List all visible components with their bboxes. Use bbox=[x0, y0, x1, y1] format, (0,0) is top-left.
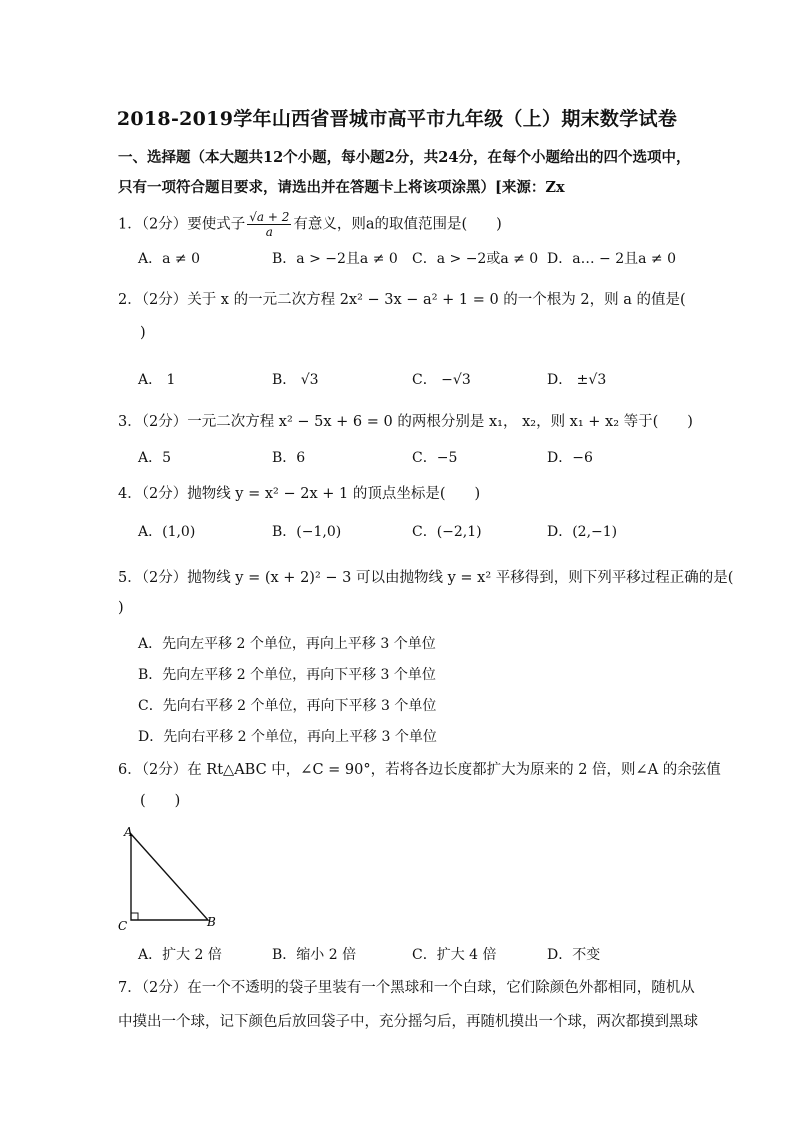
exam-title: 2018-2019学年山西省晋城市高平市九年级（上）期末数学试卷 bbox=[116, 108, 678, 130]
question-6-option-b[interactable]: B．缩小 2 倍 bbox=[272, 947, 357, 963]
question-6-option-a[interactable]: A．扩大 2 倍 bbox=[138, 947, 222, 963]
question-5-option-c[interactable]: C．先向右平移 2 个单位，再向下平移 3 个单位 bbox=[138, 698, 437, 714]
question-2-option-d[interactable]: D． ±√3 bbox=[547, 372, 607, 388]
question-3-option-d[interactable]: D．−6 bbox=[547, 450, 593, 466]
question-2-stem: 2．（2分）关于 x 的一元二次方程 2x² − 3x − a² + 1 = 0 的一个根为 2，则 a 的值是( bbox=[118, 292, 686, 308]
question-5-option-b[interactable]: B．先向左平移 2 个单位，再向下平移 3 个单位 bbox=[138, 667, 436, 683]
right-triangle-figure bbox=[112, 816, 232, 936]
vertex-label-a: A bbox=[124, 825, 133, 839]
question-2-option-c[interactable]: C． −√3 bbox=[412, 372, 471, 388]
question-1-option-d[interactable]: D．a… − 2且a ≠ 0 bbox=[547, 251, 676, 267]
question-5-stem-line-2: ) bbox=[118, 600, 124, 616]
question-1-fraction bbox=[247, 210, 291, 239]
question-1-option-b[interactable]: B．a > −2且a ≠ 0 bbox=[272, 251, 398, 267]
question-4-stem: 4．（2分）抛物线 y = x² − 2x + 1 的顶点坐标是( ) bbox=[118, 486, 481, 502]
question-2-option-a[interactable]: A． 1 bbox=[138, 372, 176, 388]
question-3-stem: 3．（2分）一元二次方程 x² − 5x + 6 = 0 的两根分别是 x₁， x₂，则 x₁ + x₂ 等于( ) bbox=[118, 414, 693, 430]
question-5-stem: 5．（2分）抛物线 y = (x + 2)² − 3 可以由抛物线 y = x² 平移得到，则下列平移过程正确的是( bbox=[118, 570, 734, 586]
question-6-stem: 6．（2分）在 Rt△ABC 中，∠C = 90°，若将各边长度都扩大为原来的 2 倍，则∠A 的余弦值 bbox=[118, 762, 721, 778]
question-6-option-c[interactable]: C．扩大 4 倍 bbox=[412, 947, 497, 963]
question-3-option-c[interactable]: C．−5 bbox=[412, 450, 458, 466]
fraction-numerator: √a + 2 bbox=[249, 210, 290, 224]
question-7-stem-line-2: 中摸出一个球，记下颜色后放回袋子中，充分摇匀后，再随机摸出一个球，两次都摸到黑球 bbox=[118, 1014, 698, 1030]
question-1-stem-suffix: 有意义，则a的取值范围是( ) bbox=[293, 216, 502, 233]
section-heading-line-1: 一、选择题（本大题共12个小题，每小题2分，共24分，在每个小题给出的四个选项中， bbox=[118, 149, 691, 166]
question-3-option-b[interactable]: B．6 bbox=[272, 450, 306, 466]
question-4-option-c[interactable]: C．(−2,1) bbox=[412, 524, 482, 540]
triangle-outline bbox=[131, 834, 208, 920]
question-4-option-d[interactable]: D．(2,−1) bbox=[547, 524, 618, 540]
fraction-denominator: a bbox=[265, 225, 273, 239]
question-7-stem: 7．（2分）在一个不透明的袋子里装有一个黑球和一个白球，它们除颜色外都相同，随机从 bbox=[118, 980, 695, 996]
question-6-stem-line-2: ( ) bbox=[140, 793, 181, 809]
question-2-stem-line-2: ) bbox=[140, 325, 146, 341]
question-1-stem-prefix: 1．（2分）要使式子 bbox=[118, 216, 246, 233]
question-1-option-a[interactable]: A．a ≠ 0 bbox=[138, 251, 200, 267]
question-4-option-a[interactable]: A．(1,0) bbox=[138, 524, 196, 540]
section-heading-line-2: 只有一项符合题目要求，请选出并在答题卡上将该项涂黑）[来源：Zx bbox=[118, 179, 565, 196]
question-6-option-d[interactable]: D．不变 bbox=[547, 947, 601, 963]
question-1-stem bbox=[118, 210, 502, 239]
right-angle-marker bbox=[131, 913, 138, 920]
question-1-option-c[interactable]: C．a > −2或a ≠ 0 bbox=[412, 251, 539, 267]
vertex-label-c: C bbox=[118, 919, 128, 933]
question-4-option-b[interactable]: B．(−1,0) bbox=[272, 524, 342, 540]
question-3-option-a[interactable]: A．5 bbox=[138, 450, 172, 466]
question-5-option-a[interactable]: A．先向左平移 2 个单位，再向上平移 3 个单位 bbox=[138, 636, 436, 652]
question-2-option-b[interactable]: B． √3 bbox=[272, 372, 319, 388]
vertex-label-b: B bbox=[207, 915, 216, 929]
question-5-option-d[interactable]: D．先向右平移 2 个单位，再向上平移 3 个单位 bbox=[138, 729, 437, 745]
